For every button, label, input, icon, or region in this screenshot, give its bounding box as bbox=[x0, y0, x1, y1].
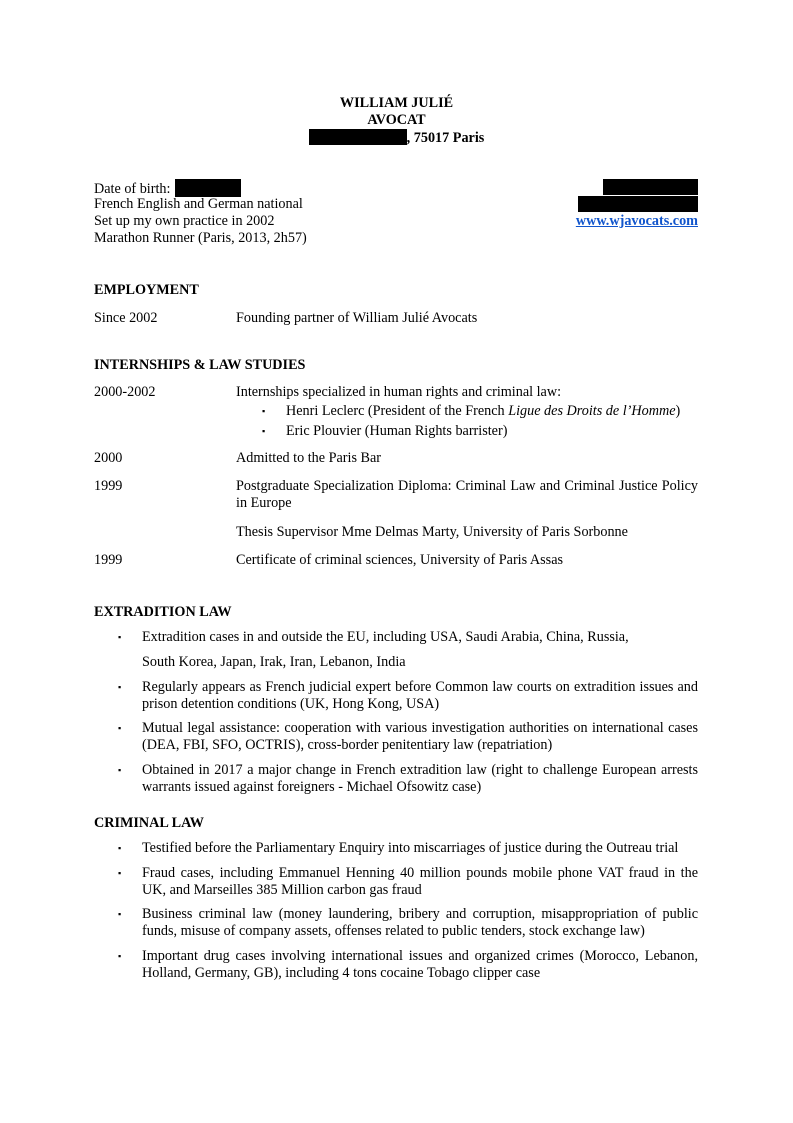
square-bullet-icon: ▪ bbox=[262, 406, 266, 416]
marathon-info: Marathon Runner (Paris, 2013, 2h57) bbox=[94, 230, 307, 246]
criminal-item: Business criminal law (money laundering, bribery and corruption, misappropriation of public funds, misuse of company assets, offenses related to public tenders, stock exchange law) bbox=[142, 906, 698, 940]
extradition-item: Regularly appears as French judicial expert before Common law courts on extradition issues and prison detention conditions (UK, Hong Kong, USA) bbox=[142, 679, 698, 713]
bar-text: Admitted to the Paris Bar bbox=[236, 450, 382, 466]
square-bullet-icon: ▪ bbox=[118, 765, 122, 775]
nationality: French English and German national bbox=[94, 196, 303, 212]
square-bullet-icon: ▪ bbox=[118, 723, 122, 733]
criminal-heading: CRIMINAL LAW bbox=[94, 815, 204, 831]
website-link[interactable]: www.wjavocats.com bbox=[575, 213, 698, 229]
redacted-dob bbox=[175, 179, 241, 197]
extradition-item: Obtained in 2017 a major change in French extradition law (right to challenge European arrests warrants issued against foreigners - Michael Ofsowitz case) bbox=[142, 762, 698, 796]
internship-item: Henri Leclerc (President of the French Ligue des Droits de l’Homme) bbox=[286, 403, 681, 419]
internships-date: 2000-2002 bbox=[94, 384, 156, 400]
certificate-text: Certificate of criminal sciences, University of Paris Assas bbox=[236, 552, 564, 568]
italic-org-name: Ligue des Droits de l’Homme bbox=[508, 403, 676, 419]
certificate-date: 1999 bbox=[94, 552, 123, 568]
redacted-contact-2 bbox=[578, 196, 698, 212]
criminal-item: Fraud cases, including Emmanuel Henning 40 million pounds mobile phone VAT fraud in the UK, and Marseilles 385 Million carbon gas fraud bbox=[142, 865, 698, 899]
square-bullet-icon: ▪ bbox=[118, 843, 122, 853]
employment-heading: EMPLOYMENT bbox=[94, 282, 199, 298]
redacted-contact-1 bbox=[603, 179, 698, 195]
diploma-text: Postgraduate Specialization Diploma: Criminal Law and Criminal Justice Policy in Europe bbox=[236, 478, 698, 511]
square-bullet-icon: ▪ bbox=[118, 951, 122, 961]
practice-info: Set up my own practice in 2002 bbox=[94, 213, 275, 229]
redacted-address bbox=[309, 129, 407, 145]
cv-header bbox=[0, 95, 793, 147]
website-line bbox=[570, 213, 698, 230]
person-name: WILLIAM JULIÉ bbox=[339, 95, 454, 111]
internships-text: Internships specialized in human rights and criminal law: bbox=[236, 384, 562, 400]
square-bullet-icon: ▪ bbox=[262, 426, 266, 436]
internship-item: Eric Plouvier (Human Rights barrister) bbox=[286, 423, 508, 439]
dob-label: Date of birth: bbox=[94, 181, 171, 197]
extradition-item: Extradition cases in and outside the EU, including USA, Saudi Arabia, China, Russia, bbox=[142, 629, 629, 645]
diploma-date: 1999 bbox=[94, 478, 123, 494]
square-bullet-icon: ▪ bbox=[118, 632, 122, 642]
person-title: AVOCAT bbox=[367, 112, 426, 128]
extradition-item: Mutual legal assistance: cooperation with various investigation authorities on international cases (DEA, FBI, SFO, OCTRIS), cross-border penitentiary law (repatriation) bbox=[142, 720, 698, 754]
extradition-item-continued: South Korea, Japan, Irak, Iran, Lebanon, India bbox=[142, 654, 406, 670]
thesis-text: Thesis Supervisor Mme Delmas Marty, University of Paris Sorbonne bbox=[236, 524, 628, 540]
criminal-item: Important drug cases involving international issues and organized crimes (Morocco, Lebanon, Holland, Germany, GB), including 4 tons cocaine Tobago clipper case bbox=[142, 948, 698, 982]
square-bullet-icon: ▪ bbox=[118, 682, 122, 692]
employment-date: Since 2002 bbox=[94, 310, 158, 326]
bar-date: 2000 bbox=[94, 450, 123, 466]
square-bullet-icon: ▪ bbox=[118, 868, 122, 878]
address-line bbox=[0, 129, 793, 147]
square-bullet-icon: ▪ bbox=[118, 909, 122, 919]
employment-text: Founding partner of William Julié Avocats bbox=[236, 310, 478, 326]
extradition-heading: EXTRADITION LAW bbox=[94, 604, 232, 620]
address-suffix: , 75017 Paris bbox=[406, 130, 485, 146]
studies-heading: INTERNSHIPS & LAW STUDIES bbox=[94, 357, 306, 373]
criminal-item: Testified before the Parliamentary Enquiry into miscarriages of justice during the Outreau trial bbox=[142, 840, 679, 856]
